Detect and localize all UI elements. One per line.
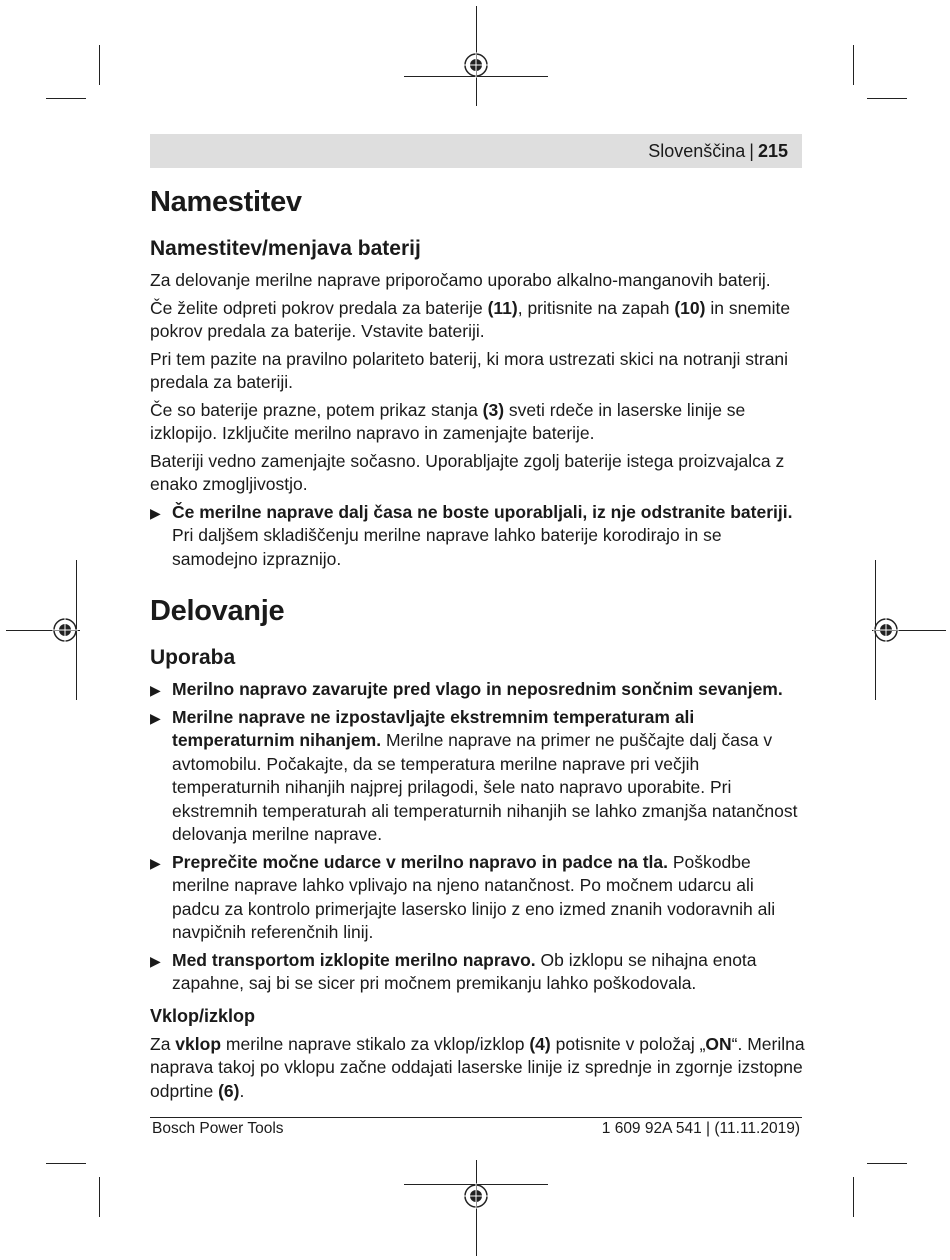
paragraph: Bateriji vedno zamenjajte sočasno. Uporabljajte zgolj baterije istega proizvajalca z enako zmogljivostjo. bbox=[150, 450, 785, 494]
bullet-arrow-icon: ▶ bbox=[150, 682, 161, 698]
crop-mark bbox=[867, 98, 907, 99]
paragraph: Če želite odpreti pokrov predala za baterije (11), pritisnite na zapah (10) in snemite pokrov predala za baterije. Vstavite bateriji. bbox=[150, 297, 791, 341]
crop-mark bbox=[46, 1163, 86, 1164]
registration-mark-icon bbox=[52, 617, 78, 643]
footer-publisher: Bosch Power Tools bbox=[152, 1120, 284, 1137]
bullet-item: ▶ Če merilne naprave dalj časa ne boste uporabljali, iz nje odstranite bateriji. Pri daljšem skladiščenju merilne naprave lahko baterije korodirajo in se samodejno izpraznijo. bbox=[150, 501, 793, 569]
page-header bbox=[150, 134, 802, 168]
footer-rule bbox=[150, 1117, 802, 1118]
crop-mark bbox=[867, 1163, 907, 1164]
bullet-arrow-icon: ▶ bbox=[150, 709, 161, 726]
bullet-arrow-icon: ▶ bbox=[150, 504, 161, 521]
registration-mark-icon bbox=[873, 617, 899, 643]
footer-docnumber: 1 609 92A 541 | (11.11.2019) bbox=[601, 1120, 800, 1137]
section-title-delovanje: Delovanje bbox=[150, 595, 285, 627]
paragraph: Pri tem pazite na pravilno polariteto baterij, ki mora ustrezati skici na notranji strani predala za bateriji. bbox=[150, 348, 789, 392]
paragraph: Za vklop merilne naprave stikalo za vklop/izklop (4) potisnite v položaj „ON“. Merilna naprava takoj po vklopu začne oddajati laserske linije iz sprednje in zgornje izstopne odprtine (6). bbox=[150, 1033, 805, 1101]
crop-mark bbox=[46, 98, 86, 99]
bullet-arrow-icon: ▶ bbox=[150, 854, 161, 871]
bullet-item: ▶ Med transportom izklopite merilno napravo. Ob izklopu se nihajna enota zapahne, saj bi se sicer pri močnem premikanju lahko poškodovala. bbox=[150, 949, 757, 993]
bullet-arrow-icon: ▶ bbox=[150, 952, 161, 969]
subsection-title-batteries: Namestitev/menjava baterij bbox=[150, 237, 421, 260]
crop-mark bbox=[99, 45, 100, 85]
section-title-namestitev: Namestitev bbox=[150, 186, 302, 218]
page-content bbox=[150, 180, 805, 1107]
crop-mark bbox=[853, 1177, 854, 1217]
subsection-title-onoff: Vklop/izklop bbox=[150, 1005, 256, 1026]
bullet-item: ▶ Preprečite močne udarce v merilno napravo in padce na tla. Poškodbe merilne naprave lahko vplivajo na njeno natančnost. Po močnem udarcu ali padcu za kontrolo primerjajte lasersko linijo z eno izmed znanih vodoravnih ali navpičnih referenčnih linij. bbox=[150, 851, 776, 942]
page-number: 215 bbox=[757, 141, 788, 161]
bullet-item: ▶ Merilno napravo zavarujte pred vlago in neposrednim sončnim sevanjem. bbox=[150, 678, 805, 702]
registration-mark-icon bbox=[463, 52, 489, 78]
header-separator: | bbox=[749, 141, 754, 161]
header-language: Slovenščina bbox=[648, 141, 746, 161]
bullet-item: ▶ Merilne naprave ne izpostavljajte ekstremnim temperaturam ali temperaturnim nihanjem. Merilne naprave na primer ne puščajte dalj časa v avtomobilu. Počakajte, da se temperatura merilne naprave pri večjih temperaturnih nihanjih najprej prilagodi, šele nato napravo uporabite. Pri ekstremnih temperaturah ali temperaturnih nihanjih se lahko zmanjša natančnost delovanja merilne naprave. bbox=[150, 706, 798, 844]
registration-mark-icon bbox=[463, 1183, 489, 1209]
subsection-title-uporaba: Uporaba bbox=[150, 646, 236, 669]
paragraph: Če so baterije prazne, potem prikaz stanja (3) sveti rdeče in laserske linije se izklopijo. Izključite merilno napravo in zamenjajte baterije. bbox=[150, 399, 746, 443]
crop-mark bbox=[853, 45, 854, 85]
crop-mark bbox=[99, 1177, 100, 1217]
paragraph: Za delovanje merilne naprave priporočamo uporabo alkalno-manganovih baterij. bbox=[150, 270, 771, 290]
